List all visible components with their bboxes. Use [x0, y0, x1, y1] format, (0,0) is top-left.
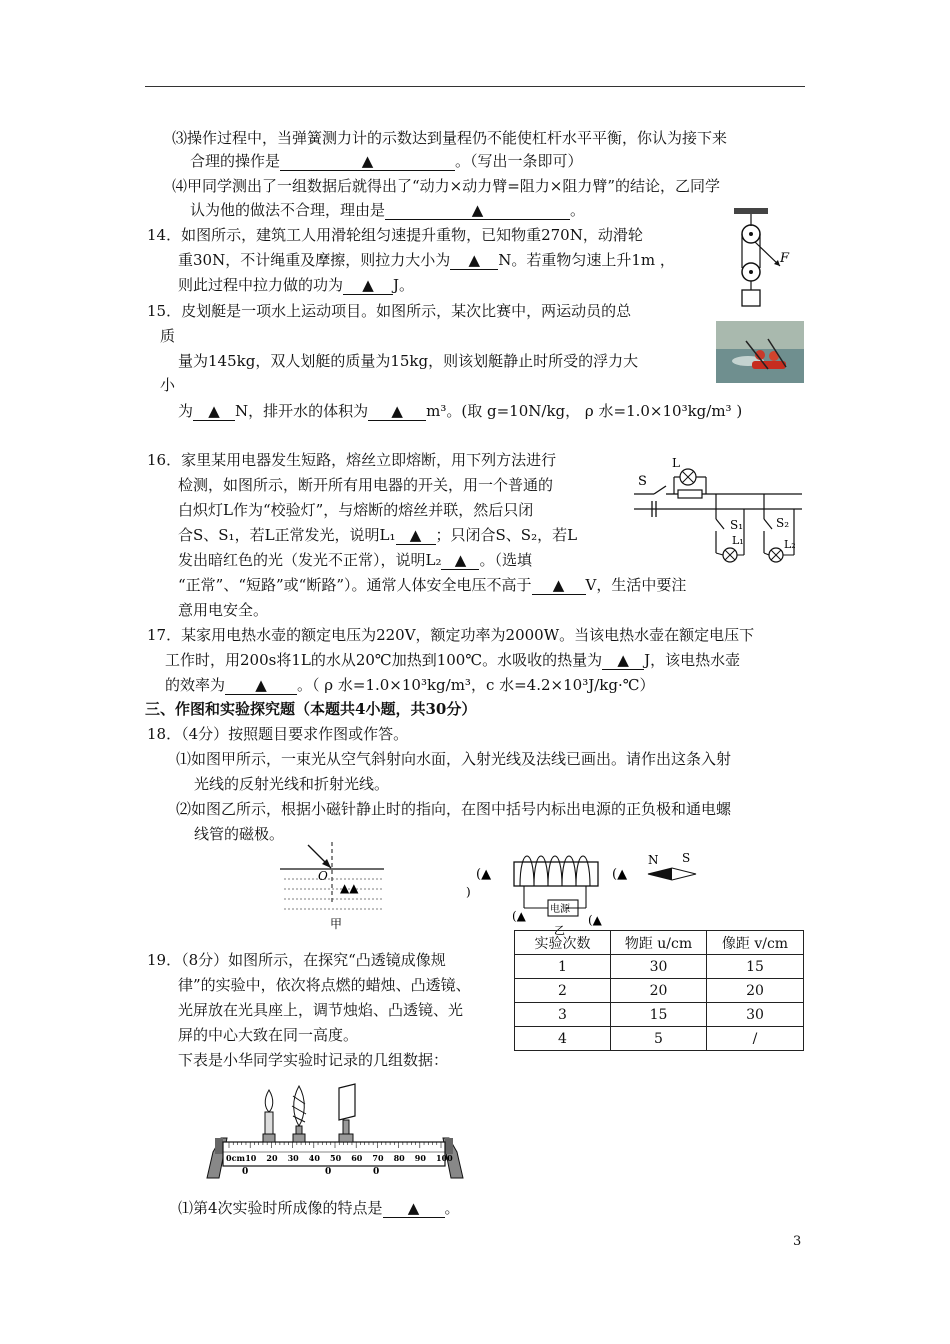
bracket-left-pole: (▲ — [476, 867, 492, 882]
light-screen — [339, 1084, 355, 1120]
q14-line-1: 14．如图所示，建筑工人用滑轮组匀速提升重物，已知物重270N，动滑轮 — [147, 226, 643, 244]
solenoid — [514, 862, 598, 886]
table-cell: 20 — [611, 979, 707, 1003]
needle-s-label: S — [682, 851, 691, 865]
switch-s1-label: S₁ — [730, 518, 744, 532]
q16-line-5: 发出暗红色的光（发光不正常），说明L₂ ▲ 。（选填 — [178, 551, 532, 569]
power-source-label: 电源 — [550, 904, 570, 915]
answer-blank[interactable]: ▲ — [385, 201, 570, 220]
q17-line-3: 的效率为 ▲ 。（ ρ 水=1.0×10³kg/m³，c 水=4.2×10³J/kg·℃） — [165, 676, 655, 694]
q19-line-1: 19．（8分）如图所示，在探究“凸透镜成像规 — [147, 951, 446, 969]
table-row — [515, 1027, 804, 1051]
answer-blank[interactable]: ▲ — [368, 402, 426, 421]
table-cell: 5 — [611, 1027, 707, 1051]
ruler-tick-label: 100 — [436, 1153, 453, 1163]
q18-line-4: ⑵如图乙所示，根据小磁针静止时的指向，在图中括号内标出电源的正负极和通电螺 — [176, 800, 732, 818]
lamp-l-label: L — [672, 456, 680, 470]
q14-line-2: 重30N，不计绳重及摩擦，则拉力大小为 ▲ N。若重物匀速上升1m ， — [178, 251, 675, 269]
q16-line-4: 合S、S₁，若L正常发光，说明L₁ ▲ ；只闭合S、S₂，若L — [178, 526, 578, 544]
q19-line-2: 律”的实验中，依次将点燃的蜡烛、凸透镜、 — [178, 976, 471, 994]
ruler-tick-label: 50 — [330, 1153, 342, 1163]
answer-blank[interactable]: ▲ — [343, 276, 393, 295]
q15-line-5: 为 ▲ N，排开水的体积为 ▲ m³。(取 g=10N/kg， ρ 水=1.0×10³kg/m³ ) — [178, 402, 743, 420]
answer-marks: ▲▲ — [340, 881, 359, 895]
ruler-tick-label: 40 — [308, 1153, 320, 1163]
q15-line-4: 小 — [160, 376, 176, 394]
q15-line-2: 质 — [160, 327, 176, 345]
point-o-label: O — [318, 869, 328, 883]
load-block — [742, 290, 760, 306]
q16-line-7: 意用电安全。 — [178, 601, 269, 619]
q16-line-1: 16．家里某用电器发生短路，熔丝立即熔断，用下列方法进行 — [147, 451, 557, 469]
ruler-tick-label: 20 — [266, 1153, 278, 1163]
table-header-cell: 像距 v/cm — [707, 931, 804, 955]
q15-line-3: 量为145kg，双人划艇的质量为15kg，则该划艇静止时所受的浮力大 — [178, 352, 639, 370]
switch-s1 — [716, 519, 724, 529]
q18-line-2: ⑴如图甲所示，一束光从空气斜射向水面，入射光线及法线已画出。请作出这条入射 — [176, 750, 732, 768]
q19-line-6: ⑴第4次实验时所成像的特点是 ▲ 。 — [178, 1199, 460, 1217]
switch-s2 — [764, 519, 772, 529]
optical-bench-figure — [205, 1082, 467, 1182]
needle-n-label: N — [648, 853, 659, 867]
lamp-l1-label: L₁ — [732, 534, 744, 547]
ruler-zero-label: 0 — [242, 1167, 249, 1177]
q16-line-6: “正常”、“短路”或“断路”）。通常人体安全电压不高于 ▲ V，生活中要注 — [178, 576, 687, 594]
candle-flame — [265, 1090, 273, 1112]
ruler-tick-label: 10 — [245, 1153, 257, 1163]
table-header-cell: 物距 u/cm — [611, 931, 707, 955]
answer-blank[interactable]: ▲ — [450, 251, 498, 270]
q17-line-1: 17．某家用电热水壶的额定电压为220V，额定功率为2000W。当该电热水壶在额定电压下 — [147, 626, 755, 644]
table-cell: / — [707, 1027, 804, 1051]
table-cell: 15 — [707, 955, 804, 979]
ceiling-beam — [734, 208, 768, 214]
switch-s-label: S — [638, 474, 647, 489]
table-cell: 1 — [515, 955, 611, 979]
answer-blank[interactable]: ▲ — [225, 676, 297, 695]
svg-text:): ) — [466, 885, 471, 899]
answer-blank[interactable]: ▲ — [280, 152, 455, 171]
page-number: 3 — [793, 1234, 802, 1249]
table-cell: 3 — [515, 1003, 611, 1027]
q18-line-1: 18．（4分）按照题目要求作图或作答。 — [147, 725, 409, 743]
q13-line-4a: ⑷甲同学测出了一组数据后就得出了“动力×动力臂=阻力×阻力臂”的结论，乙同学 — [172, 177, 721, 195]
bracket-right-terminal: (▲ — [588, 913, 602, 927]
ruler-tick-label: 30 — [287, 1153, 299, 1163]
switch-s2-label: S₂ — [776, 516, 790, 530]
table-cell: 4 — [515, 1027, 611, 1051]
table-cell: 2 — [515, 979, 611, 1003]
table-cell: 15 — [611, 1003, 707, 1027]
convex-lens — [294, 1086, 305, 1126]
ruler-tick-label: 80 — [393, 1153, 405, 1163]
answer-blank[interactable]: ▲ — [193, 402, 235, 421]
table-cell: 20 — [707, 979, 804, 1003]
bracket-right-pole: (▲ — [612, 867, 628, 882]
kayak-photo — [716, 321, 804, 383]
q13-line-3a: ⑶操作过程中，当弹簧测力计的示数达到量程仍不能使杠杆水平平衡，你认为接下来 — [172, 129, 728, 147]
fuse — [678, 490, 702, 498]
lamp-l2-label: L₂ — [784, 538, 796, 551]
figure-yi-caption: 乙 — [554, 924, 565, 937]
ruler-tick-label: 0cm — [226, 1153, 245, 1163]
pulley-figure — [722, 204, 802, 316]
experiment-table — [514, 930, 804, 1051]
ruler-zero-label: 0 — [325, 1167, 332, 1177]
q19-line-5: 下表是小华同学实验时记录的几组数据： — [178, 1051, 449, 1069]
header-rule — [145, 86, 805, 87]
q16-line-2: 检测，如图所示，断开所有用电器的开关，用一个普通的 — [178, 476, 554, 494]
answer-blank[interactable]: ▲ — [396, 526, 436, 545]
ruler-zero-label: 0 — [373, 1167, 380, 1177]
section-3-heading: 三、作图和实验探究题（本题共4小题，共30分） — [145, 700, 477, 718]
table-row — [515, 955, 804, 979]
figure-yi-solenoid — [462, 842, 712, 938]
circuit-figure — [634, 455, 806, 567]
figure-jia-light — [280, 842, 390, 932]
ruler-tick-label: 70 — [372, 1153, 384, 1163]
q13-line-3b: 合理的操作是 ▲ 。（写出一条即可） — [190, 152, 583, 170]
table-header-cell: 实验次数 — [515, 931, 611, 955]
q17-line-2: 工作时，用200s将1L的水从20℃加热到100℃。水吸收的热量为 ▲ J，该电热水壶 — [165, 651, 741, 669]
table-cell: 30 — [707, 1003, 804, 1027]
q13-line-4b: 认为他的做法不合理，理由是 ▲ 。 — [190, 201, 586, 219]
ruler-tick-label: 60 — [351, 1153, 363, 1163]
answer-blank[interactable]: ▲ — [532, 576, 586, 595]
switch-s — [654, 486, 666, 494]
table-row — [515, 1003, 804, 1027]
ruler-tick-label: 90 — [414, 1153, 426, 1163]
force-label: F — [780, 251, 790, 266]
q18-line-3: 光线的反射光线和折射光线。 — [194, 775, 390, 793]
table-header-row — [515, 931, 804, 955]
q14-line-3: 则此过程中拉力做的功为 ▲ J。 — [178, 276, 415, 294]
q15-line-1: 15．皮划艇是一项水上运动项目。如图所示，某次比赛中，两运动员的总 — [147, 302, 632, 320]
bracket-left-terminal: (▲ — [512, 909, 526, 923]
answer-blank[interactable]: ▲ — [383, 1199, 445, 1218]
answer-blank[interactable]: ▲ — [441, 551, 479, 570]
q16-line-3: 白炽灯L作为“校验灯”，与熔断的熔丝并联，然后只闭 — [178, 501, 534, 519]
candle — [265, 1112, 273, 1134]
q19-line-4: 屏的中心大致在同一高度。 — [178, 1026, 359, 1044]
q19-line-3: 光屏放在光具座上，调节烛焰、凸透镜、光 — [178, 1001, 464, 1019]
table-row — [515, 979, 804, 1003]
q18-line-5: 线管的磁极。 — [194, 825, 285, 843]
table-cell: 30 — [611, 955, 707, 979]
figure-jia-caption: 甲 — [330, 917, 343, 931]
answer-blank[interactable]: ▲ — [602, 651, 644, 670]
